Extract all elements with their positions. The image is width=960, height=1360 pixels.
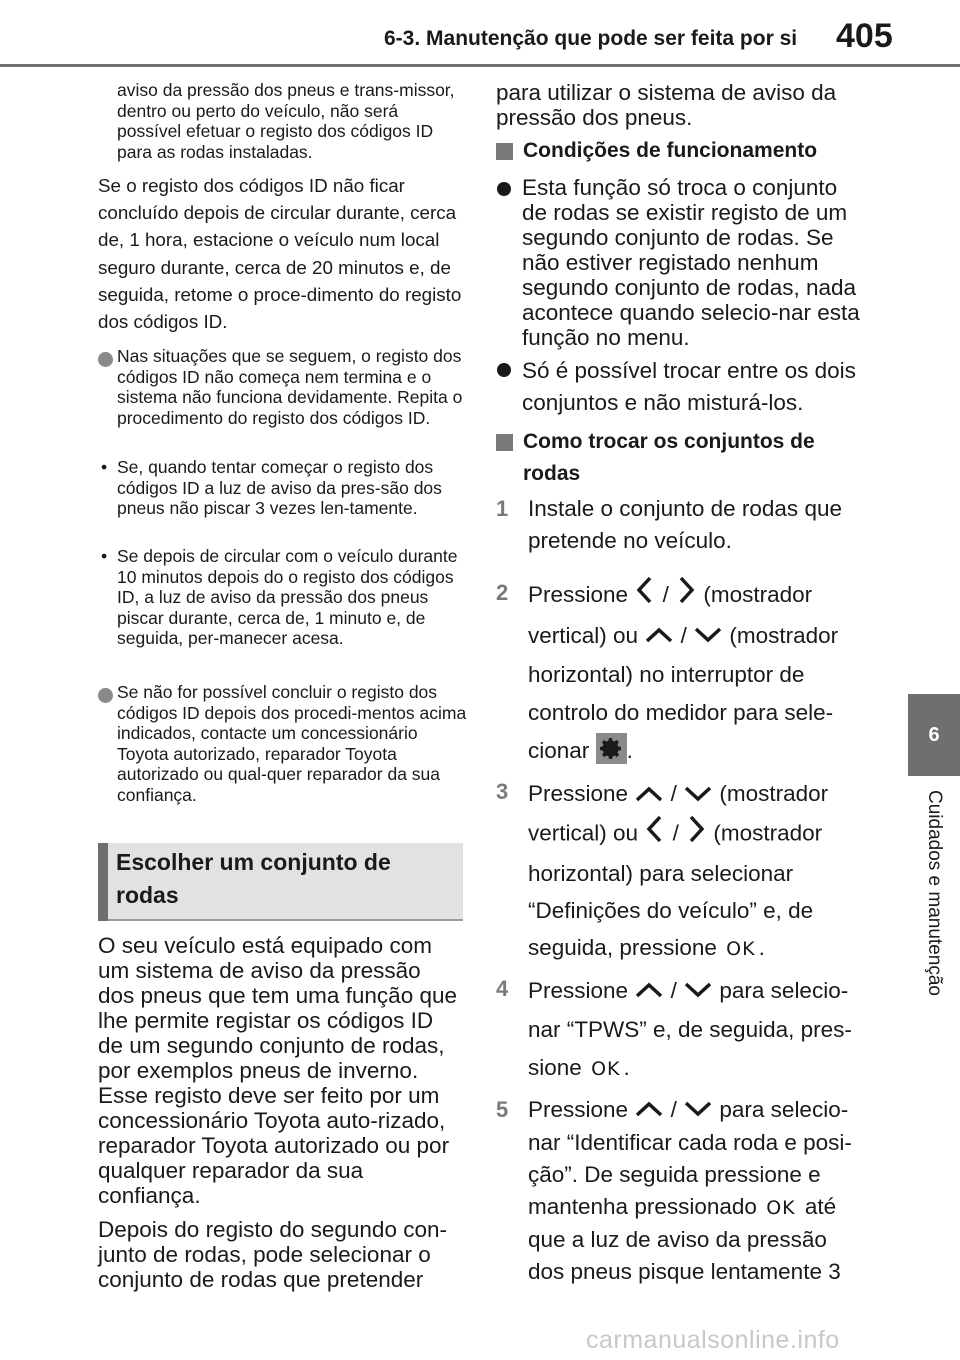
slash: /: [662, 581, 669, 607]
sub-bullet: •: [101, 546, 108, 566]
step-number: 3: [496, 779, 509, 804]
step-text: (mostrador vertical) ou: [528, 581, 813, 648]
step-text: .: [758, 934, 765, 960]
sub-item-2: [101, 546, 467, 649]
sub-item-1: [101, 457, 467, 519]
chevron-down-icon: [693, 618, 723, 656]
bullet-dot: [497, 363, 511, 377]
chevron-up-icon: [634, 777, 664, 814]
gear-icon: [596, 733, 627, 764]
sub-item-text: Se depois de circular com o veículo durante 10 minutos depois do o registo dos códigos ID, a luz de aviso da pressão dos pneus piscar durante, cerca de, 1 minuto e, de seguida, per-manecer acesa.: [117, 546, 458, 649]
step-text: Pressione: [528, 781, 629, 806]
watermark: carmanualsonline.info: [586, 1326, 840, 1354]
chevron-up-icon: [634, 973, 664, 1011]
ok-icon: OK: [726, 937, 756, 960]
slash: /: [680, 623, 687, 648]
chapter-tab[interactable]: [908, 694, 960, 776]
page-number: 405: [836, 17, 893, 55]
paragraph-continuation: para utilizar o sistema de aviso da pressão dos pneus.: [496, 80, 837, 130]
paragraph-after-registration: Depois do registo do segundo con-junto de rodas, pode selecionar o conjunto de rodas que pretender: [98, 1217, 447, 1292]
step-text: Pressione: [528, 1097, 629, 1122]
chevron-right-icon: [675, 575, 697, 617]
slash: /: [670, 781, 677, 806]
chevron-up-icon: [644, 618, 674, 656]
step-number: 5: [496, 1097, 509, 1122]
ok-icon: OK: [766, 1197, 796, 1220]
chevron-down-icon: [683, 777, 713, 814]
step-4-text: [528, 972, 863, 1088]
slash: /: [672, 820, 679, 845]
step-text: .: [626, 738, 633, 764]
subheading-operating-conditions: Condições de funcionamento: [523, 139, 818, 162]
ok-icon: OK: [591, 1058, 621, 1081]
step-text: até que a luz de aviso da pressão dos pneus pisque lentamente 3: [528, 1194, 841, 1285]
chevron-left-icon: [634, 575, 656, 617]
sub-item-text: Se, quando tentar começar o registo dos códigos ID a luz de aviso da pres-são dos pneus não piscar 3 vezes len-tamente.: [117, 457, 442, 519]
note-contact-dealer: Se não for possível concluir o registo dos códigos ID depois dos procedi-mentos acima indicados, contacte um concessionário Toyota autorizado, reparador Toyota autorizado ou qual-quer reparador da sua confiança.: [117, 682, 467, 805]
step-text: Pressione: [528, 978, 629, 1003]
chevron-right-icon: [685, 814, 707, 855]
chapter-title: Cuidados e manutenção: [924, 790, 945, 996]
step-3-text: [528, 775, 863, 968]
step-number: 2: [496, 580, 509, 605]
slash: /: [670, 1097, 677, 1122]
chevron-left-icon: [644, 814, 666, 855]
heading-square-icon: [496, 434, 513, 451]
paragraph-registration-timeout: Se o registo dos códigos ID não ficar concluído depois de circular durante, cerca de, 1 hora, estacione o veículo num local seguro durante, cerca de 20 minutos e, de seguida, retome o proce-dimento do registo dos códigos ID.: [98, 175, 462, 333]
step-number: 1: [496, 496, 509, 521]
step-1-text: Instale o conjunto de rodas que pretende no veículo.: [528, 496, 842, 554]
condition-item-1: Esta função só troca o conjunto de rodas se existir registo de um segundo conjunto de rodas. Se não estiver registado nenhum segundo conjunto de rodas, nada acontece quando selecio-nar esta função no menu.: [522, 175, 860, 350]
subheading-how-to-switch: Como trocar os conjuntos de rodas: [523, 430, 815, 485]
step-text: Pressione: [528, 581, 629, 607]
chevron-up-icon: [634, 1095, 664, 1127]
note-situations: Nas situações que se seguem, o registo dos códigos ID não começa nem termina e o sistema não funciona devidamente. Repita o procedimento do registo dos códigos ID.: [117, 346, 463, 428]
chapter-number: 6: [928, 723, 940, 746]
step-5-text: [528, 1094, 863, 1288]
step-text: .: [623, 1055, 630, 1081]
step-text: para selecio-nar “Identificar cada roda e posi-ção”. De seguida pressione e mantenha pressionado: [528, 1097, 852, 1220]
step-text: (mostrador horizontal) no interruptor de controlo do medidor para sele-cionar: [528, 623, 839, 764]
bullet-dot: [497, 182, 511, 196]
step-text: (mostrador vertical) ou: [528, 781, 829, 845]
heading-square-icon: [496, 143, 513, 160]
condition-item-2: Só é possível trocar entre os dois conjuntos e não misturá-los.: [522, 358, 856, 416]
header-rule: [0, 64, 960, 67]
chevron-down-icon: [683, 1095, 713, 1127]
step-text: para selecio-nar “TPWS” e, de seguida, pres-sione: [528, 978, 852, 1081]
intro-text: aviso da pressão dos pneus e trans-missor, dentro ou perto do veículo, não será possível efetuar o registo dos códigos ID para as rodas instaladas.: [117, 80, 455, 162]
sub-bullet: •: [101, 457, 108, 477]
step-text: (mostrador horizontal) para selecionar “Definições do veículo” e, de seguida, pressione: [528, 820, 823, 960]
header-section-title: 6-3. Manutenção que pode ser feita por si: [384, 27, 798, 50]
bullet-dot: [98, 688, 113, 703]
section-heading: Escolher um conjunto de rodas: [116, 849, 391, 908]
step-2-text: [528, 575, 863, 770]
slash: /: [670, 978, 677, 1003]
bullet-dot: [98, 352, 113, 367]
step-number: 4: [496, 976, 509, 1001]
chevron-down-icon: [683, 973, 713, 1011]
section-heading-bar: [98, 843, 108, 921]
paragraph-second-wheel-set: O seu veículo está equipado com um sistema de aviso da pressão dos pneus que tem uma função que lhe permite registar os códigos ID de um segundo conjunto de rodas, por exemplos pneus de inverno. Esse registo deve ser feito por um concessionário Toyota auto-rizado, reparador Toyota autorizado ou por qualquer reparador da sua confiança.: [98, 933, 458, 1208]
